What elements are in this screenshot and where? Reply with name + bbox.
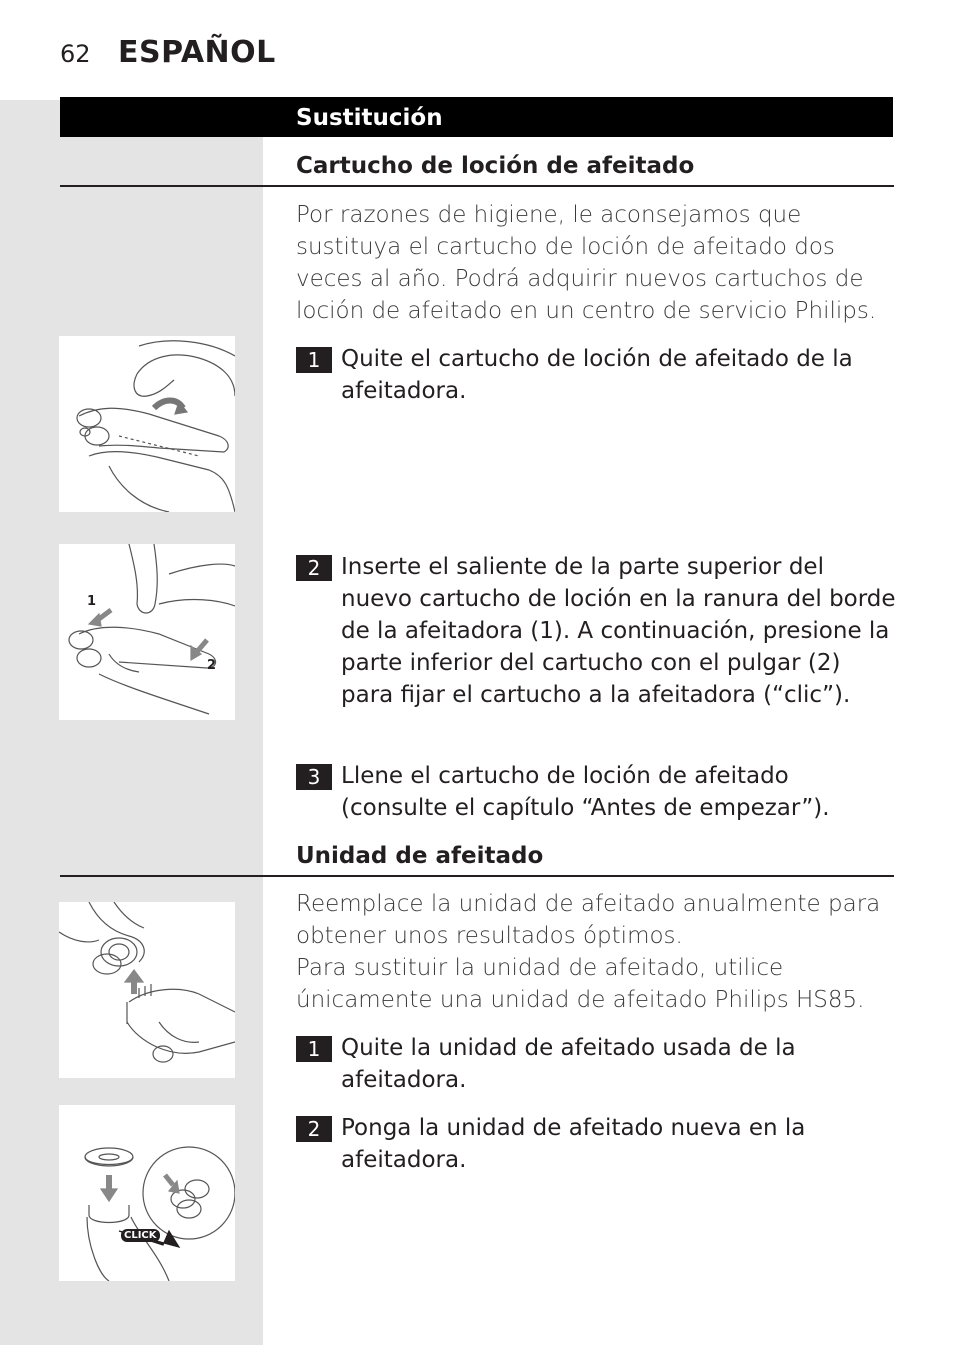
figure-label-1: 1 <box>87 594 97 609</box>
step-number: 1 <box>296 347 332 373</box>
step-text: Llene el cartucho de loción de afeitado (consulte el capítulo “Antes de empezar”). <box>341 763 830 821</box>
illustration-insert-cartridge <box>59 544 235 720</box>
step-number: 2 <box>296 555 332 581</box>
lotion-cartridge-heading: Cartucho de loción de afeitado <box>296 153 695 179</box>
heading-rule <box>60 185 894 187</box>
figure-label-2: 2 <box>207 658 217 673</box>
illustration-attach-shaving-unit <box>59 1105 235 1281</box>
step-number: 3 <box>296 764 332 790</box>
language-heading: ESPAÑOL <box>118 35 276 70</box>
shaving-unit-heading: Unidad de afeitado <box>296 843 544 869</box>
illustration-remove-shaving-unit <box>59 902 235 1078</box>
lotion-intro-paragraph: Por razones de higiene, le aconsejamos que sustituya el cartucho de loción de afeitado dos veces al año. Podrá adquirir nuevos cartuchos de loción de afeitado en un centro de servicio Philips. <box>296 202 877 324</box>
heading-rule <box>60 875 894 877</box>
section-title-bar <box>60 97 893 137</box>
step-text: Quite el cartucho de loción de afeitado de la afeitadora. <box>341 346 853 404</box>
illustration-remove-cartridge <box>59 336 235 512</box>
shaving-unit-intro-paragraph: Reemplace la unidad de afeitado anualmente para obtener unos resultados óptimos. Para sustituir la unidad de afeitado, utilice únicamente una unidad de afeitado Philips HS85. <box>296 891 881 1013</box>
step-number: 2 <box>296 1116 332 1142</box>
step-text: Inserte el saliente de la parte superior del nuevo cartucho de loción en la ranura del borde de la afeitadora (1). A continuación, presione la parte inferior del cartucho con el pulgar (2) para fijar el cartucho a la afeitadora (“clic”). <box>341 554 896 708</box>
section-title: Sustitución <box>296 105 443 131</box>
step-number: 1 <box>296 1036 332 1062</box>
click-badge: CLICK <box>121 1229 160 1242</box>
step-text: Quite la unidad de afeitado usada de la afeitadora. <box>341 1035 796 1093</box>
step-text: Ponga la unidad de afeitado nueva en la afeitadora. <box>341 1115 806 1173</box>
page-number: 62 <box>60 40 91 68</box>
